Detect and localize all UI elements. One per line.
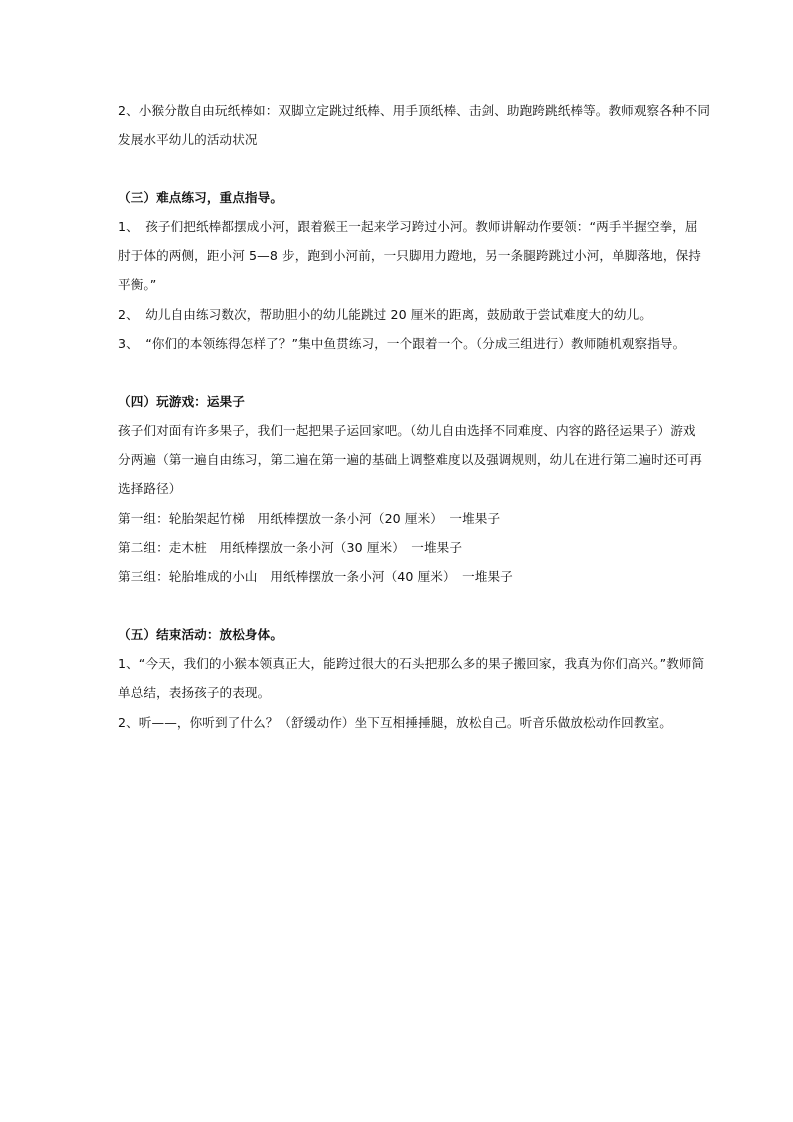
paragraph-line: 2、小猴分散自由玩纸棒如：双脚立定跳过纸棒、用手顶纸棒、击剑、助跑跨跳纸棒等。教师观察各种不同 [118, 103, 711, 118]
paragraph-line: 平衡。” [118, 277, 157, 292]
paragraph-line: 肘于体的两侧，距小河 5—8 步，跑到小河前，一只脚用力蹬地，另一条腿跨跳过小河，单脚落地，保持 [118, 248, 701, 263]
list-item: 第一组：轮胎架起竹梯 用纸棒摆放一条小河（20 厘米） 一堆果子 [118, 511, 501, 526]
section-heading: （三）难点练习，重点指导。 [118, 190, 284, 205]
paragraph-line: 孩子们对面有许多果子，我们一起把果子运回家吧。（幼儿自由选择不同难度、内容的路径运果子）游戏 [118, 423, 696, 438]
paragraph-line: 分两遍（第一遍自由练习，第二遍在第一遍的基础上调整难度以及强调规则，幼儿在进行第二遍时还可再 [118, 452, 702, 467]
section-heading: （五）结束活动：放松身体。 [118, 627, 284, 642]
list-item: 2、 幼儿自由练习数次，帮助胆小的幼儿能跳过 20 厘米的距离，鼓励敢于尝试难度大的幼儿。 [118, 307, 652, 322]
section-heading: （四）玩游戏：运果子 [118, 394, 245, 409]
paragraph-line: 1、 孩子们把纸棒都摆成小河，跟着猴王一起来学习跨过小河。教师讲解动作要领：“两手半握空拳，屈 [118, 219, 698, 234]
list-item: 第三组：轮胎堆成的小山 用纸棒摆放一条小河（40 厘米） 一堆果子 [118, 569, 513, 584]
paragraph-line: 单总结，表扬孩子的表现。 [118, 685, 271, 700]
list-item: 3、 “你们的本领练得怎样了？”集中鱼贯练习，一个跟着一个。（分成三组进行）教师随机观察指导。 [118, 336, 686, 351]
paragraph-line: 发展水平幼儿的活动状况 [118, 132, 258, 147]
list-item: 2、听——，你听到了什么？（舒缓动作）坐下互相捶捶腿，放松自己。听音乐做放松动作回教室。 [118, 715, 672, 730]
list-item: 第二组：走木桩 用纸棒摆放一条小河（30 厘米） 一堆果子 [118, 540, 463, 555]
paragraph-line: 选择路径） [118, 481, 182, 496]
paragraph-line: 1、“今天，我们的小猴本领真正大，能跨过很大的石头把那么多的果子搬回家，我真为你们高兴。”教师简 [118, 656, 705, 671]
